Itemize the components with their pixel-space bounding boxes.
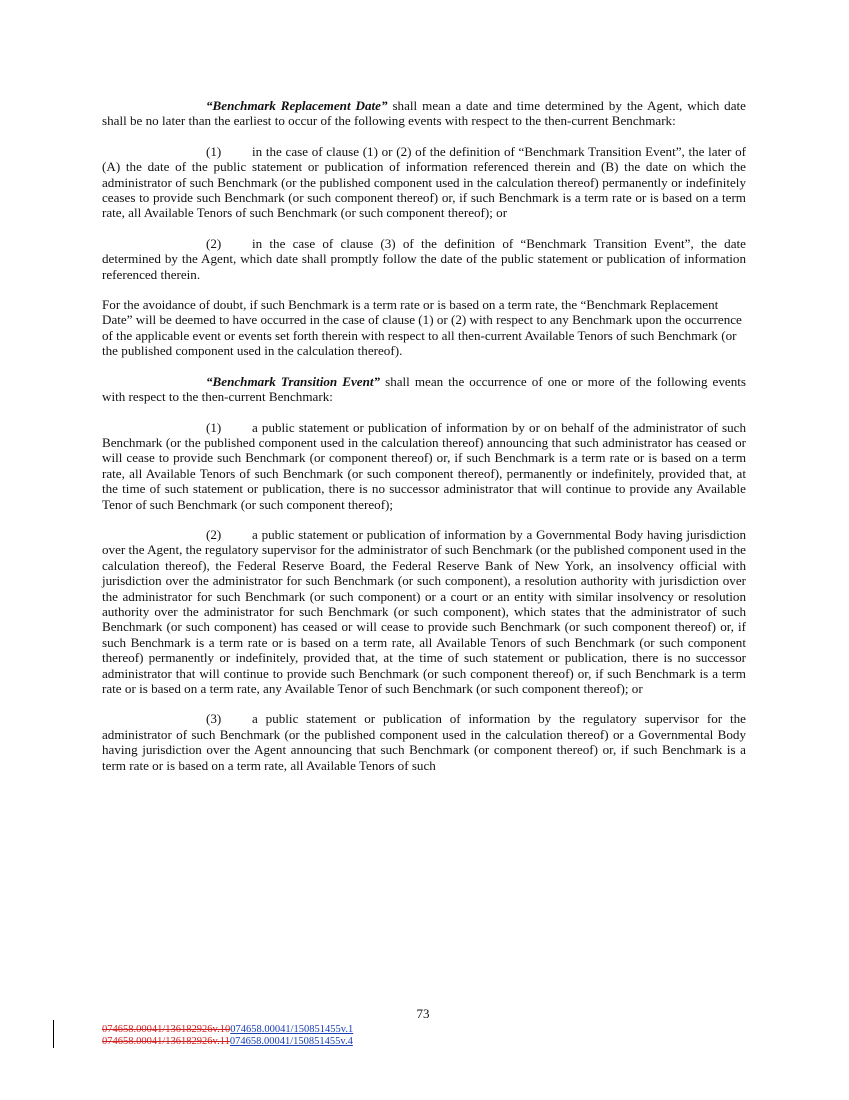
document-id-line bbox=[102, 1024, 746, 1036]
inserted-doc-id: 074658.00041/150851455v.4 bbox=[229, 1036, 353, 1047]
page-number: 73 bbox=[416, 1006, 430, 1021]
deleted-doc-id: 074658.00041/136182926v.11 bbox=[102, 1036, 230, 1047]
paragraph-text: shall mean the occurrence of one or more of the following events with respect to the then-current Benchmark: bbox=[102, 373, 746, 405]
paragraph-benchmark-transition-event bbox=[102, 374, 746, 405]
clause-text: a public statement or publication of information by a Governmental Body having jurisdiction over the Agent, the regulatory supervisor for the administrator of such Benchmark (or the published component used in the calculation thereof), the Federal Reserve Board, the Federal Reserve Bank of New York, an insolvency official with jurisdiction over the administrator for such Benchmark (or such component), a resolution authority with jurisdiction over the administrator for such Benchmark (or such component) or a court or an entity with similar insolvency or resolution authority over the administrator for such Benchmark (or such component), which states that the administrator of such Benchmark (or such component) has ceased or will cease to provide such Benchmark (or such component thereof) or, if such Benchmark is a term rate or is based on a term rate, all Available Tenors of such Benchmark (or such component thereof) permanently or indefinitely, provided that, at the time of such statement or publication, there is no successor administrator that will continue to provide such Benchmark (or such component thereof) or, if such Benchmark is a term rate or is based on a term rate, any Available Tenor of such Benchmark (or such component thereof); or bbox=[102, 526, 746, 696]
clause-text: in the case of clause (3) of the definition of “Benchmark Transition Event”, the date determined by the Agent, which date shall promptly follow the date of the public statement or publication of information referenced therein. bbox=[102, 235, 746, 282]
clause-item bbox=[102, 144, 746, 221]
clause-text: a public statement or publication of information by the regulatory supervisor for the administrator of such Benchmark (or the published component used in the calculation thereof) or a Governmental Body having jurisdiction over the Agent announcing that such Benchmark (or component thereof) or, if such Benchmark is a term rate or is based on a term rate, all Available Tenors of such bbox=[102, 711, 746, 773]
document-body bbox=[102, 98, 746, 773]
page-footer bbox=[102, 1006, 746, 1048]
clause-text: in the case of clause (1) or (2) of the definition of “Benchmark Transition Event”, the later of (A) the date of the public statement or publication of information referenced therein and (B) the date on which the administrator of such Benchmark (or the published component used in the calculation thereof) permanently or indefinitely ceases to provide such Benchmark (or such component thereof) or, if such Benchmark is a term rate or is based on a term rate, all Available Tenors of such Benchmark (or such component thereof); or bbox=[102, 143, 746, 221]
clause-item bbox=[102, 236, 746, 282]
paragraph-text: shall mean a date and time determined by the Agent, which date shall be no later than the earliest to occur of the following events with respect to the then-current Benchmark: bbox=[102, 98, 746, 129]
inserted-doc-id: 074658.00041/150851455v.1 bbox=[230, 1024, 354, 1035]
deleted-doc-id: 074658.00041/136182926v.10 bbox=[102, 1024, 231, 1035]
clause-number: (2) bbox=[206, 235, 222, 251]
clause-item bbox=[102, 420, 746, 512]
defined-term: “Benchmark Transition Event” bbox=[206, 373, 381, 389]
clause-number: (1) bbox=[206, 419, 222, 435]
clause-text: a public statement or publication of information by or on behalf of the administrator of such Benchmark (or the published component used in the calculation thereof) announcing that such administrator has ceased or will cease to provide such Benchmark (or component thereof) or, if such Benchmark is a term rate or is based on a term rate, all Available Tenors of such Benchmark (or such component thereof), permanently or indefinitely, provided that, at the time of such statement or publication, there is no successor administrator that will continue to provide any Available Tenor of such Benchmark (or such component thereof); bbox=[102, 419, 746, 512]
clause-number: (3) bbox=[206, 711, 222, 727]
clause-number: (1) bbox=[206, 143, 222, 159]
paragraph-avoidance-of-doubt: For the avoidance of doubt, if such Benchmark is a term rate or is based on a term rate, the “Benchmark Replacement Date” will be deemed to have occurred in the case of clause (1) or (2) with respect to any Benchmark upon the occurrence of the applicable event or events set forth therein with respect to all then-current Available Tenors of such Benchmark (or the published component used in the calculation thereof). bbox=[102, 297, 742, 359]
clause-item bbox=[102, 527, 746, 696]
defined-term: “Benchmark Replacement Date” bbox=[206, 98, 388, 113]
paragraph-benchmark-replacement-date bbox=[102, 98, 746, 129]
document-id-line bbox=[102, 1036, 746, 1048]
clause-item bbox=[102, 711, 746, 773]
change-bar bbox=[53, 1020, 54, 1048]
clause-number: (2) bbox=[206, 526, 222, 542]
